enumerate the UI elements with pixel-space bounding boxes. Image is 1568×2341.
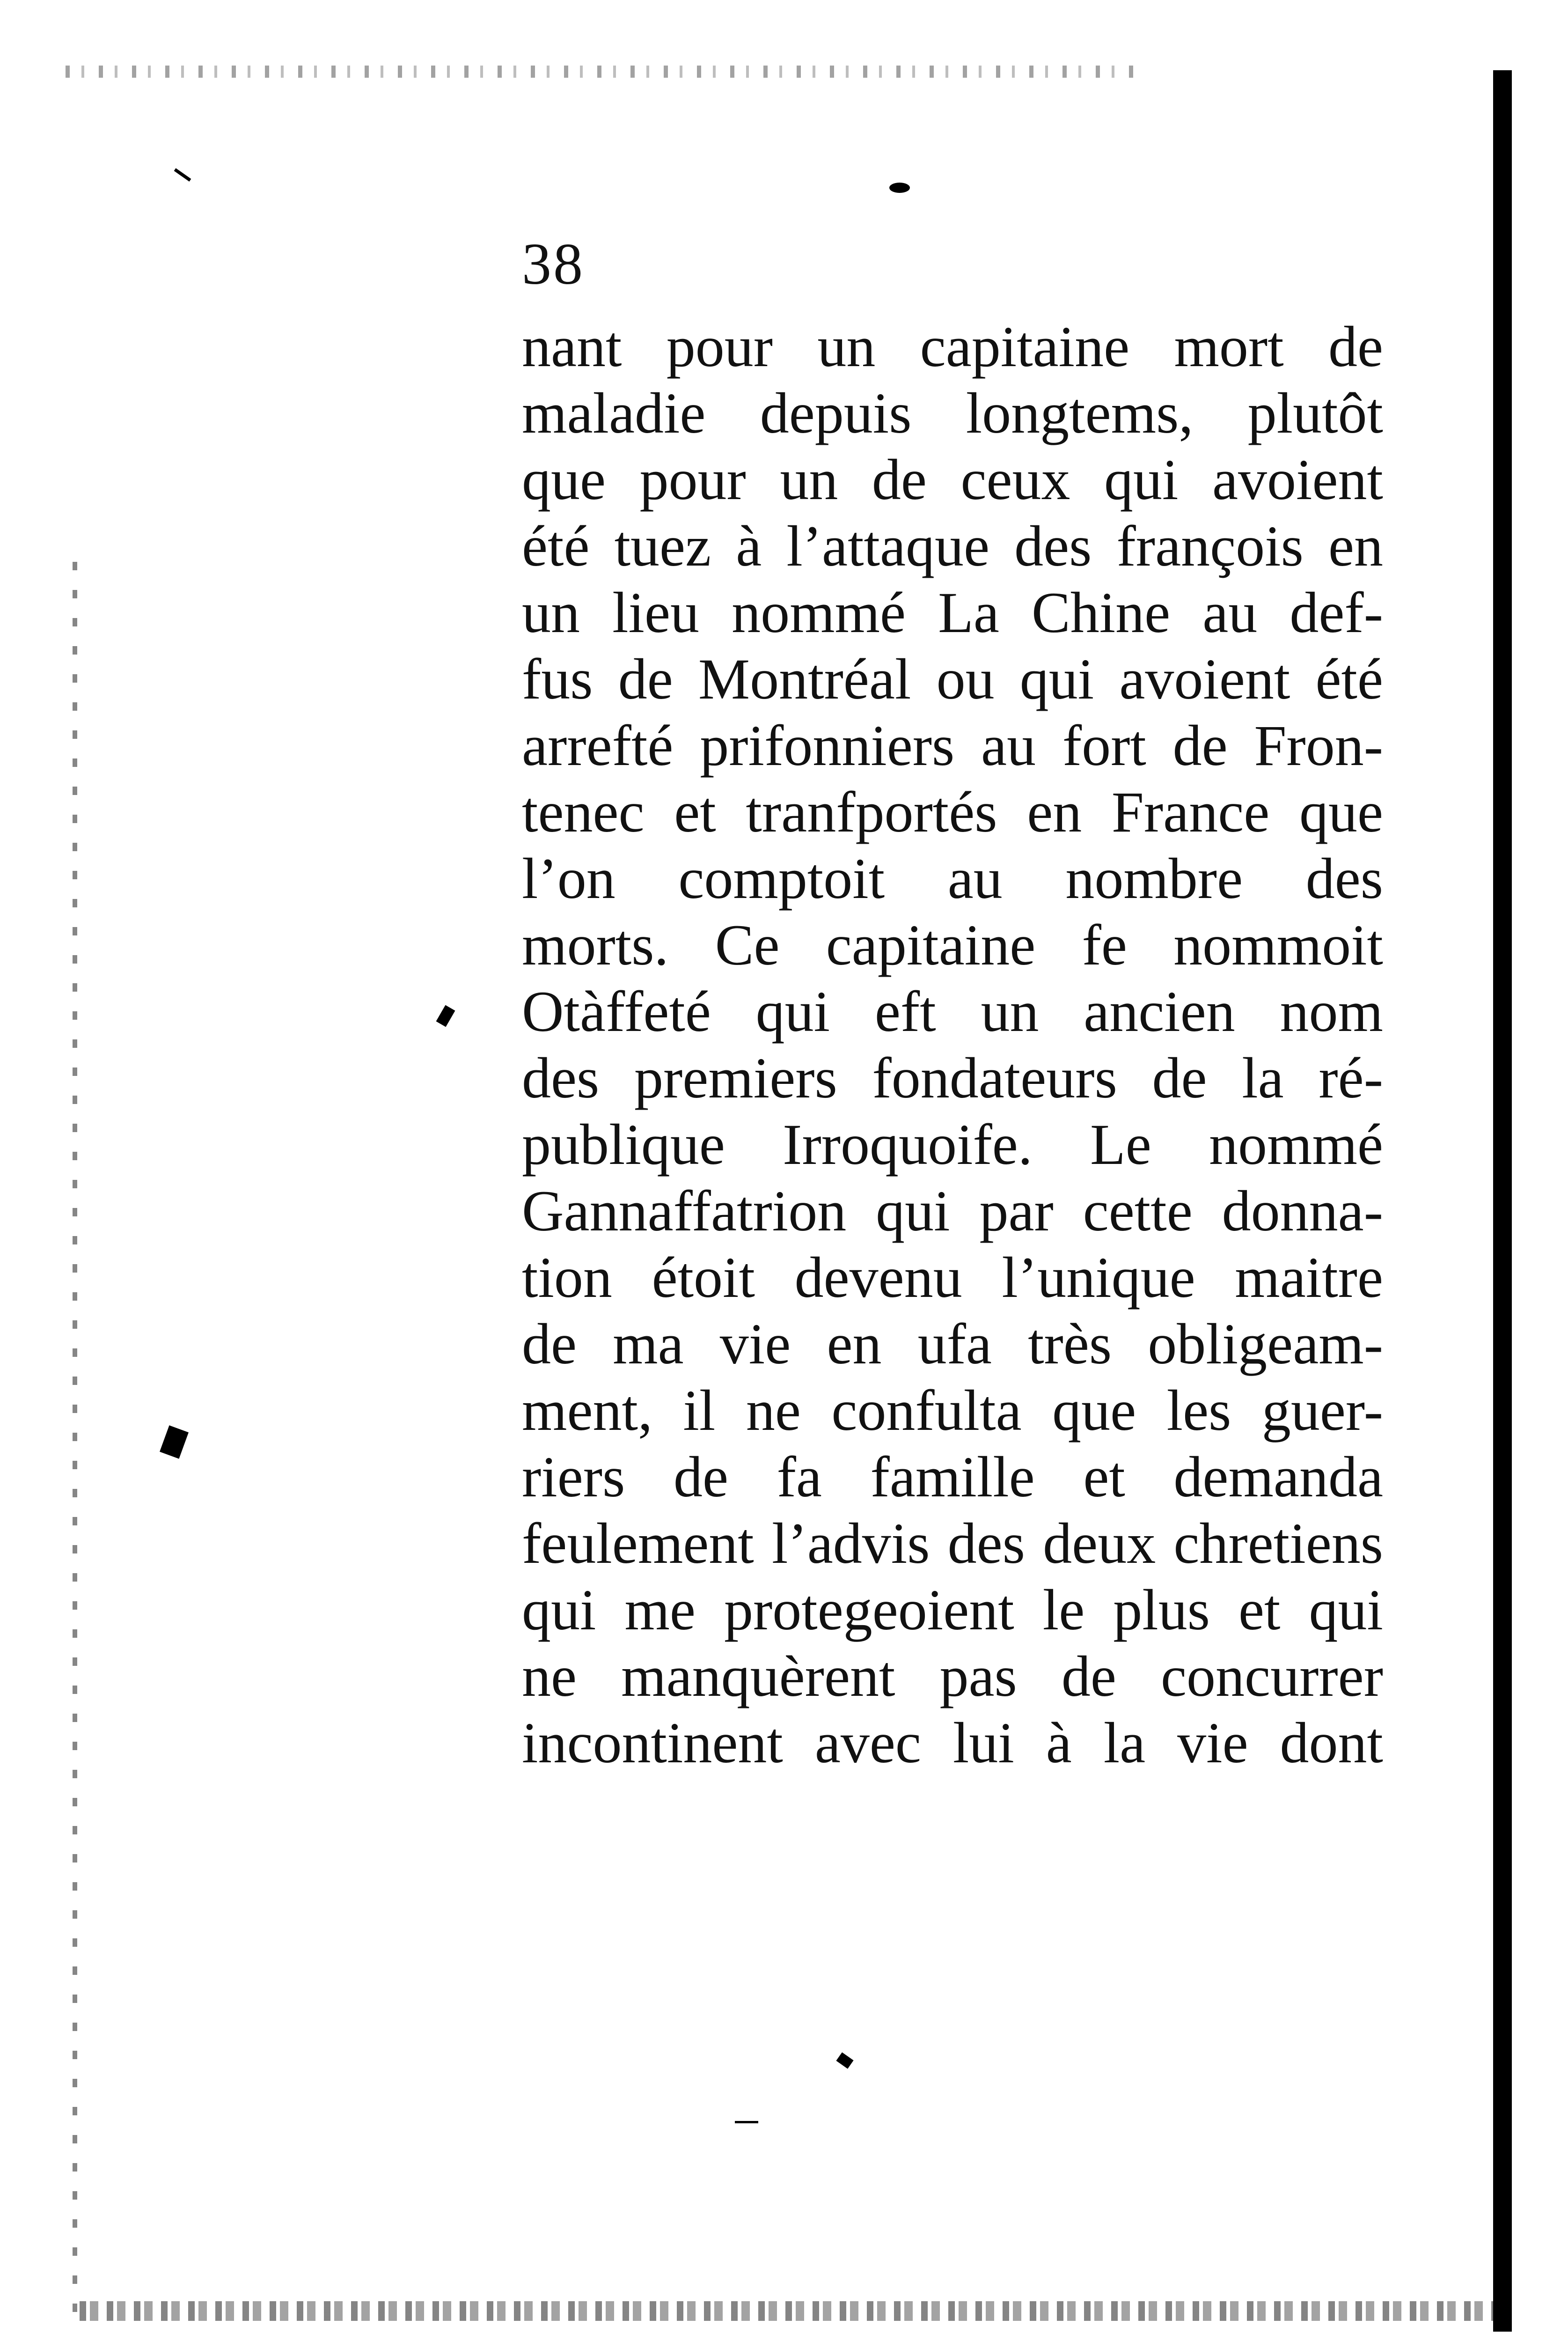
ink-speck xyxy=(836,2052,853,2069)
scan-left-edge xyxy=(73,562,77,2332)
text-line: ne manquèrent pas de concurrer xyxy=(522,1644,1383,1708)
text-line: riers de fa famille et demanda xyxy=(522,1445,1383,1509)
text-line: morts. Ce capitaine fe nommoit xyxy=(522,913,1383,977)
ink-speck xyxy=(889,183,910,193)
text-line: un lieu nommé La Chine au def- xyxy=(522,581,1383,645)
text-line: tion étoit devenu l’unique maitre xyxy=(522,1245,1383,1310)
text-line: nant pour un capitaine mort de xyxy=(522,315,1383,379)
scan-speckle-top xyxy=(66,66,1142,78)
text-line: qui me protegeoient le plus et qui xyxy=(522,1578,1383,1642)
text-line: des premiers fondateurs de la ré- xyxy=(522,1046,1383,1110)
page-text xyxy=(522,234,1383,1776)
ink-speck xyxy=(174,168,191,182)
scan-right-edge-bar xyxy=(1493,70,1512,2332)
text-line: Gannaffatrion qui par cette donna- xyxy=(522,1179,1383,1243)
scan-speckle-bottom xyxy=(80,2301,1507,2321)
ink-speck xyxy=(160,1425,189,1458)
text-line: de ma vie en ufa très obligeam- xyxy=(522,1312,1383,1376)
text-line: l’on comptoit au nombre des xyxy=(522,847,1383,911)
text-line: été tuez à l’attaque des françois en xyxy=(522,514,1383,578)
text-line: arrefté prifonniers au fort de Fron- xyxy=(522,714,1383,778)
text-line: ment, il ne confulta que les guer- xyxy=(522,1378,1383,1443)
ink-speck xyxy=(735,2121,758,2123)
ink-speck xyxy=(436,1005,455,1027)
text-line: fus de Montréal ou qui avoient été xyxy=(522,647,1383,711)
page-number: 38 xyxy=(522,232,585,297)
text-lines xyxy=(522,314,1383,1776)
text-line: Otàffeté qui eft un ancien nom xyxy=(522,979,1383,1044)
text-line: publique Irroquoife. Le nommé xyxy=(522,1112,1383,1177)
text-line: tenec et tranfportés en France que xyxy=(522,780,1383,844)
text-line: que pour un de ceux qui avoient xyxy=(522,448,1383,512)
text-line: incontinent avec lui à la vie dont xyxy=(522,1711,1383,1775)
text-line: feulement l’advis des deux chretiens xyxy=(522,1511,1383,1575)
text-line: maladie depuis longtems, plutôt xyxy=(522,381,1383,445)
